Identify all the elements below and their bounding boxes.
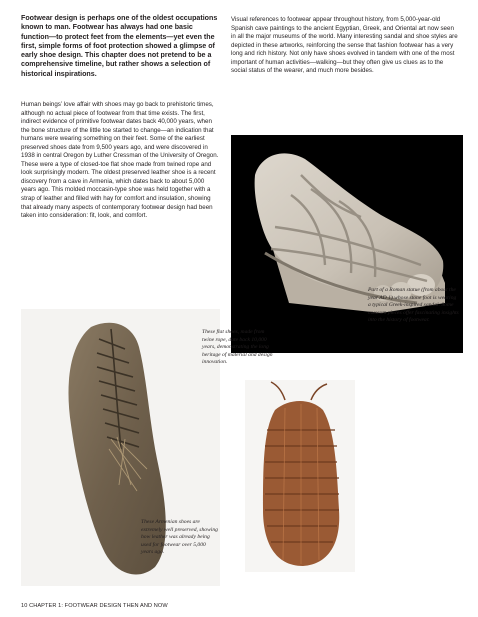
caption-roman-statue: Part of a Roman statue (from about the year AD 1) whose stone foot is wearing a typical Greek-inspired sandal. Some museum pieces offer fascinating insights into the history of footwear. — [368, 287, 459, 324]
body-paragraph-left: Human beings’ love affair with shoes may go back to prehistoric times, although no actual piece of footwear from that time exists. The first, indirect evidence of primitive footwear dates back 40,000 years, when the bone structure of the little toe started to change—an indication that humans were wearing something on their feet. Some of the earliest preserved shoes date from 9,500 years ago, and were discovered in 1938 in central Oregon by Luther Cressman of the University of Oregon. These were a type of closed-toe flat shoe made from twined rope and look surprisingly modern. The oldest preserved leather shoe is a recent discovery from a cave in Armenia, which dates back to about 5,000 years ago. This molded moccasin-type shoe was held together with a strap of leather and filled with hay for comfort and insulation, showing that already many aspects of contemporary footwear design had been taken into consideration: fit, look, and comfort. — [21, 101, 219, 220]
page-folio: 10 CHAPTER 1: FOOTWEAR DESIGN THEN AND NOW — [21, 603, 168, 609]
intro-paragraph: Footwear design is perhaps one of the oldest occupations known to man. Footwear has always had one basic function—to protect feet from the elements—yet even the first, simple forms of foot protection showed a glimpse of early shoe design. This chapter does not pretend to be a comprehensive timeline, but rather shows a selection of historical inspirations. — [21, 14, 218, 78]
caption-armenian-shoes: These Armenian shoes are extremely well preserved, showing how leather was already being used for footwear over 5,000 years ago. — [141, 519, 218, 556]
caption-rope-shoes: These flat shoes, made from twine rope, date back 10,000 years, demonstrating the long heritage of material and design innovation. — [202, 329, 273, 366]
rope-sandal-photo — [245, 380, 355, 572]
body-paragraph-right: Visual references to footwear appear throughout history, from 5,000-year-old Spanish cave paintings to the ancient Egyptian, Greek, and Oriental art now seen in all the major museums of the world. Many interesting sandal and shoe styles are depicted in these artworks, reinforcing the sense that fashion footwear has a very long and rich history. Not only have shoes evolved in tandem with one of the most important of human activities—walking—but they often give us clues as to the social status of the wearer, and much more besides. — [231, 16, 458, 75]
